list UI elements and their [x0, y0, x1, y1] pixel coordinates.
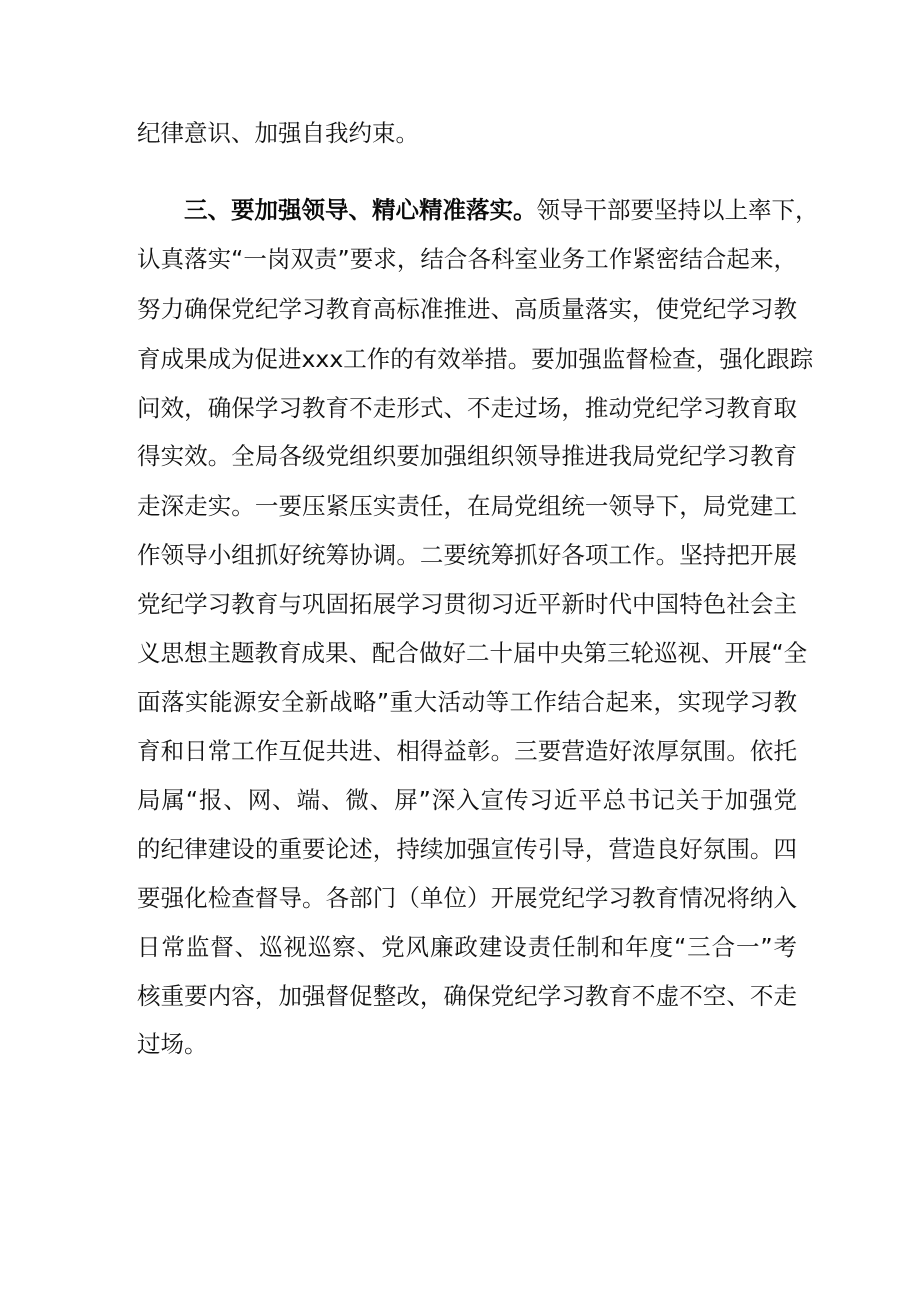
body-line: 得实效。全局各级党组织要加强组织领导推进我局党纪学习教育 [137, 442, 797, 470]
body-line: 育和日常工作互促共进、相得益彰。三要营造好浓厚氛围。依托 [137, 737, 797, 765]
body-line: 要强化检查督导。各部门（单位）开展党纪学习教育情况将纳入 [137, 884, 797, 912]
section-three-heading: 三、要加强领导、精心精准落实。 [184, 196, 537, 224]
body-line-last: 过场。 [137, 1030, 208, 1058]
body-line: 作领导小组抓好统筹协调。二要统筹抓好各项工作。坚持把开展 [137, 541, 797, 569]
body-line: 走深走实。一要压紧压实责任，在局党组统一领导下，局党建工 [137, 492, 797, 520]
body-line: 问效，确保学习教育不走形式、不走过场，推动党纪学习教育取 [137, 394, 797, 422]
body-line: 努力确保党纪学习教育高标准推进、高质量落实，使党纪学习教 [137, 295, 797, 323]
body-line: 的纪律建设的重要论述，持续加强宣传引导，营造良好氛围。四 [137, 835, 797, 863]
body-line: 认真落实“一岗双责”要求，结合各科室业务工作紧密结合起来， [137, 245, 797, 273]
section-three-first-line [184, 190, 819, 230]
body-line: 日常监督、巡视巡察、党风廉政建设责任制和年度“三合一”考 [137, 933, 797, 961]
body-line: 面落实能源安全新战略”重大活动等工作结合起来，实现学习教 [137, 688, 797, 716]
body-line: 义思想主题教育成果、配合做好二十届中央第三轮巡视、开展“全 [137, 639, 808, 667]
paragraph-tail-line [137, 113, 797, 153]
body-line: 育成果成为促进xxx工作的有效举措。要加强监督检查，强化跟踪 [137, 345, 814, 373]
paragraph-tail-text: 纪律意识、加强自我约束。 [137, 119, 419, 147]
body-line: 核重要内容，加强督促整改，确保党纪学习教育不虚不空、不走 [137, 982, 797, 1010]
body-line: 领导干部要坚持以上率下， [536, 196, 819, 224]
body-line: 党纪学习教育与巩固拓展学习贯彻习近平新时代中国特色社会主 [137, 590, 797, 618]
body-line: 局属“报、网、端、微、屏”深入宣传习近平总书记关于加强党 [137, 786, 797, 814]
